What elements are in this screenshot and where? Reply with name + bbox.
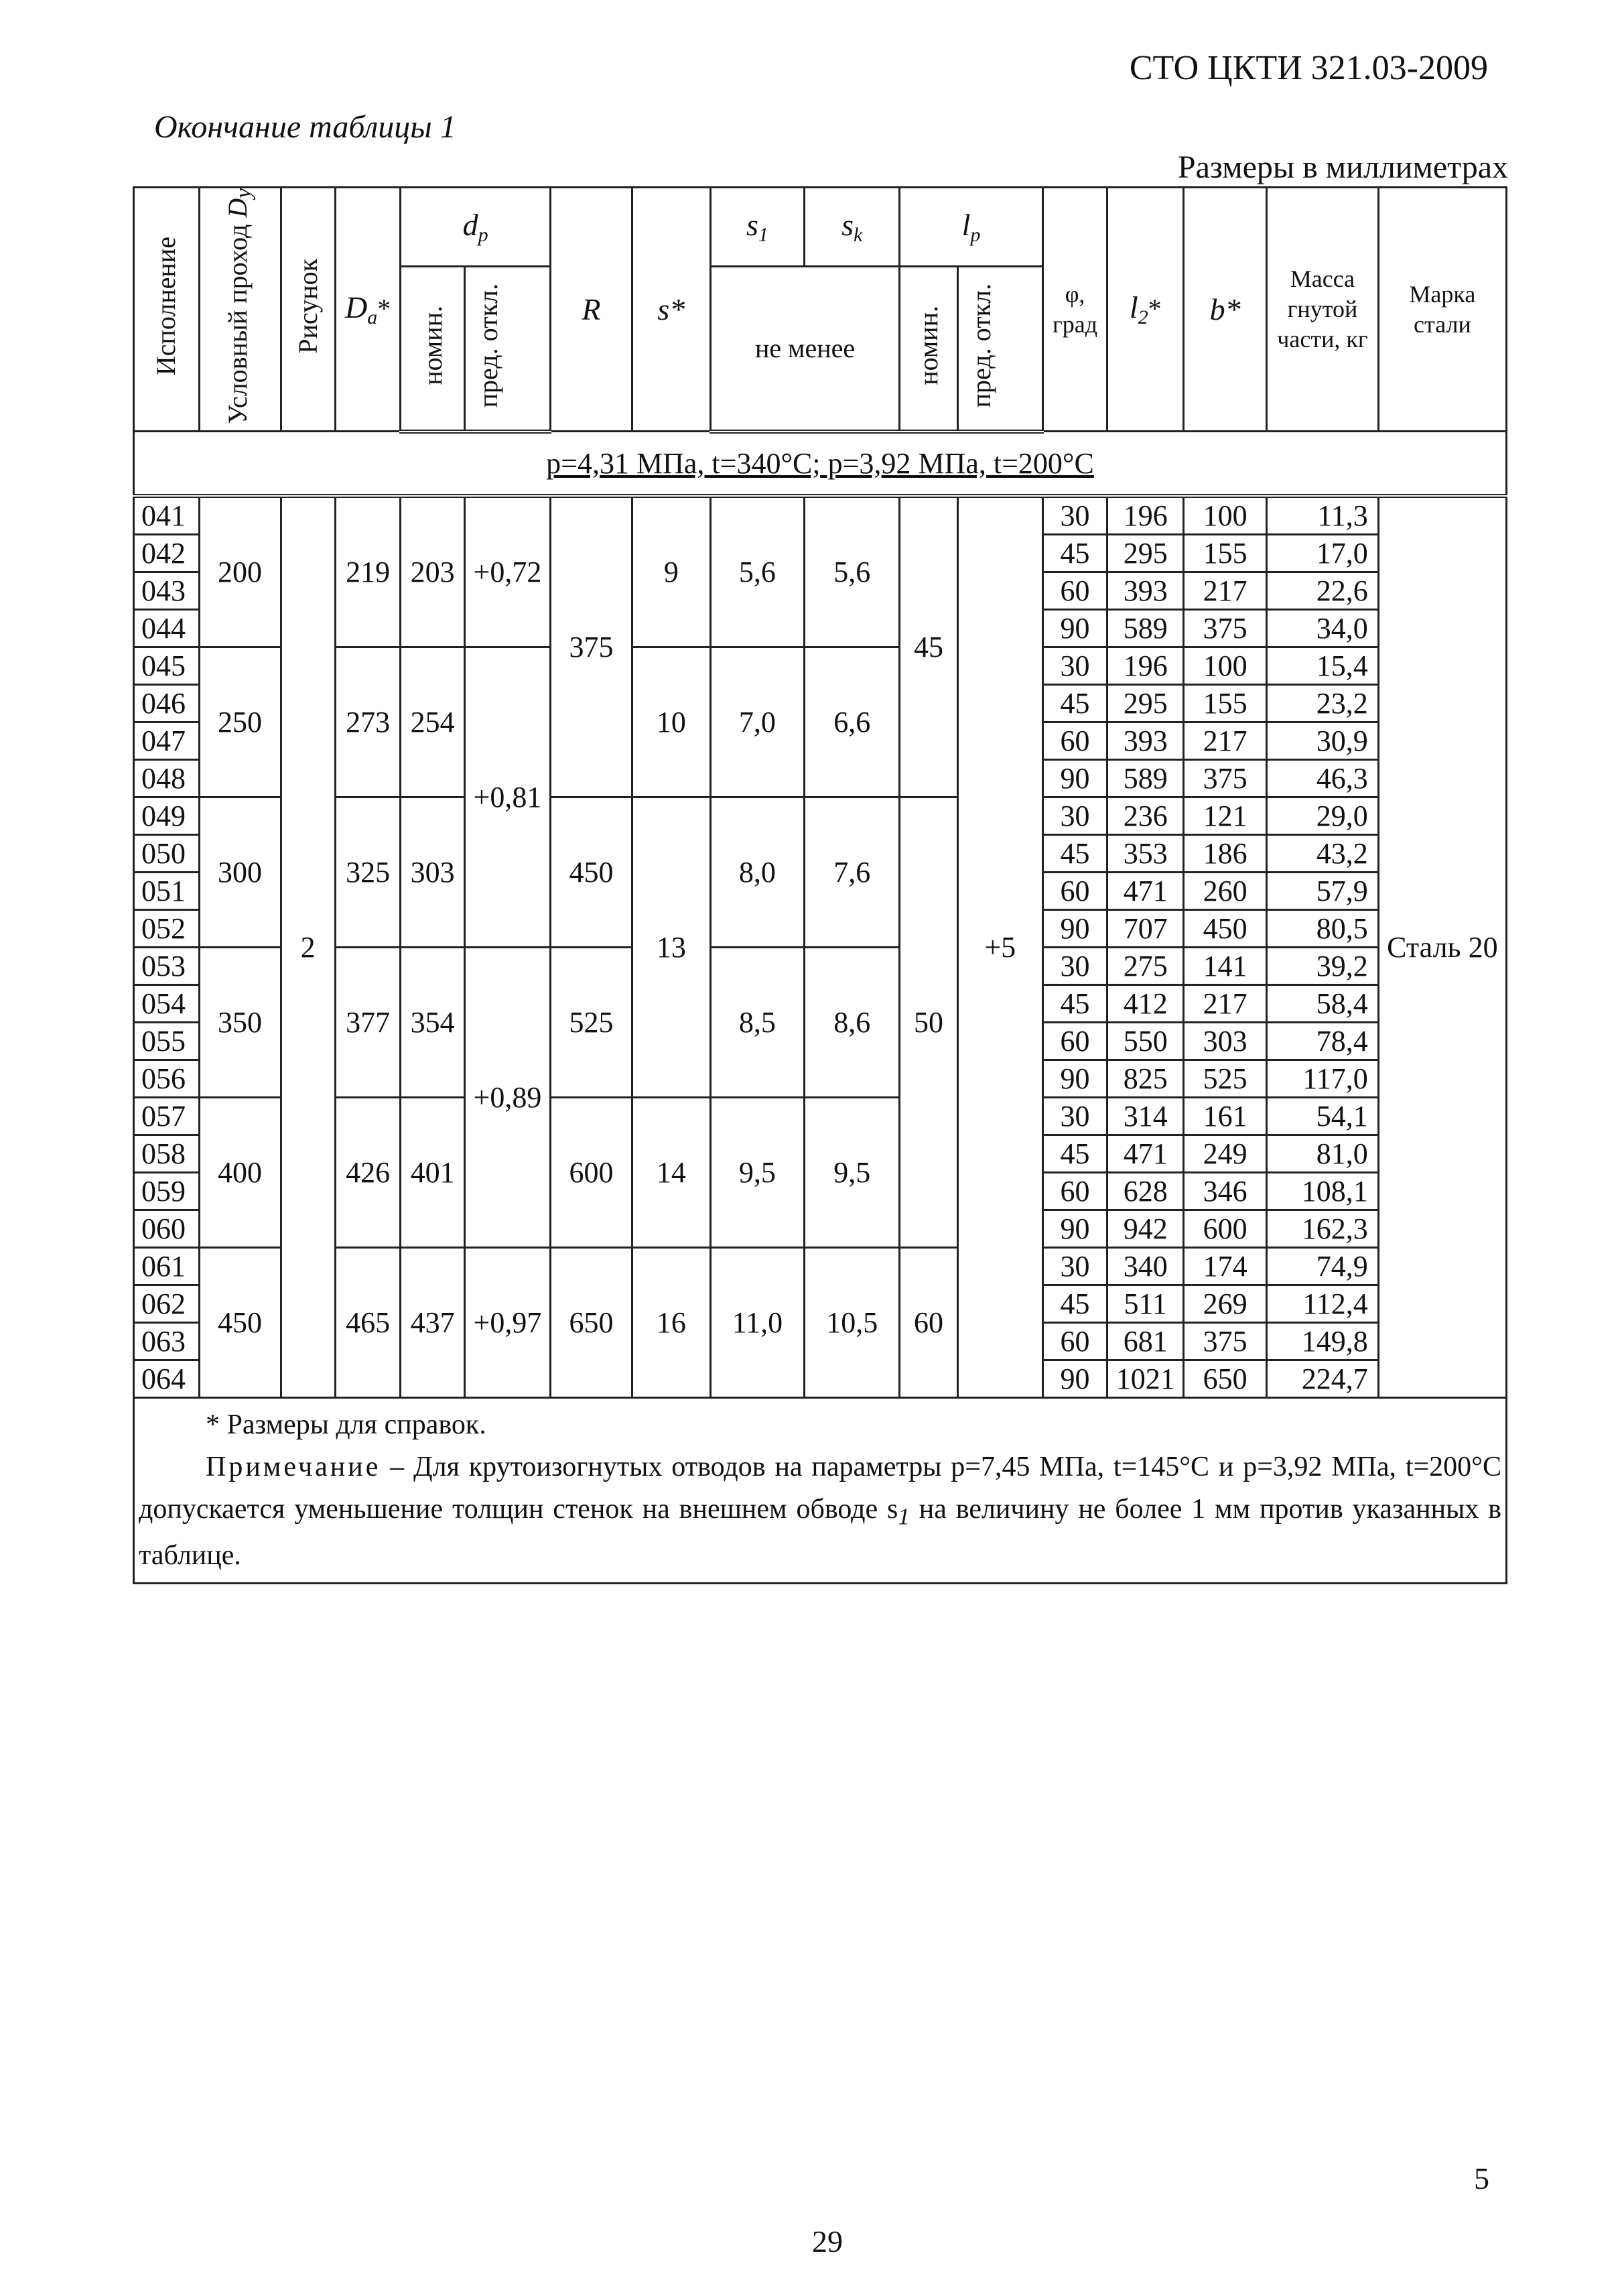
phi-cell: 90 xyxy=(1042,909,1107,947)
phi-cell: 90 xyxy=(1042,1360,1107,1397)
mass-cell: 17,0 xyxy=(1267,534,1379,572)
l2-cell: 196 xyxy=(1107,496,1184,535)
b-cell: 217 xyxy=(1184,984,1267,1022)
mass-cell: 46,3 xyxy=(1267,759,1379,797)
col-dp: $d_p$ xyxy=(401,188,551,267)
dy-cell: 400 xyxy=(199,1097,281,1247)
da-cell: 273 xyxy=(335,647,401,797)
da-cell: 377 xyxy=(335,947,401,1097)
dy-cell: 450 xyxy=(199,1247,281,1397)
phi-cell: 45 xyxy=(1042,834,1107,872)
b-cell: 174 xyxy=(1184,1247,1267,1285)
lp-nom-cell: 50 xyxy=(900,797,957,1247)
table-row xyxy=(134,496,1507,535)
execution-cell: 052 xyxy=(134,909,200,947)
r-cell: 600 xyxy=(550,1097,632,1247)
mass-cell: 149,8 xyxy=(1267,1322,1379,1360)
l2-cell: 681 xyxy=(1107,1322,1184,1360)
s-cell: 13 xyxy=(632,797,710,1097)
l2-cell: 825 xyxy=(1107,1060,1184,1097)
phi-cell: 45 xyxy=(1042,684,1107,722)
dp-nom-cell: 401 xyxy=(401,1097,465,1247)
execution-cell: 064 xyxy=(134,1360,200,1397)
dp-dev-cell: +0,72 xyxy=(464,496,550,647)
col-r: R xyxy=(550,188,632,432)
col-execution: Исполнение xyxy=(134,188,200,432)
mass-cell: 43,2 xyxy=(1267,834,1379,872)
l2-cell: 295 xyxy=(1107,534,1184,572)
da-cell: 465 xyxy=(335,1247,401,1397)
phi-cell: 60 xyxy=(1042,722,1107,759)
table-row xyxy=(134,797,1507,834)
mass-cell: 15,4 xyxy=(1267,647,1379,684)
mass-cell: 112,4 xyxy=(1267,1285,1379,1322)
steel-cell: Сталь 20 xyxy=(1378,496,1506,1398)
col-phi: φ, град xyxy=(1042,188,1107,432)
dp-nom-cell: 303 xyxy=(401,797,465,947)
execution-cell: 050 xyxy=(134,834,200,872)
l2-cell: 471 xyxy=(1107,1135,1184,1172)
execution-cell: 049 xyxy=(134,797,200,834)
col-dp-nom: номин. xyxy=(401,267,465,432)
l2-cell: 511 xyxy=(1107,1285,1184,1322)
lp-nom-cell: 60 xyxy=(900,1247,957,1397)
execution-cell: 058 xyxy=(134,1135,200,1172)
b-cell: 186 xyxy=(1184,834,1267,872)
phi-cell: 30 xyxy=(1042,1097,1107,1135)
b-cell: 650 xyxy=(1184,1360,1267,1397)
col-b: b* xyxy=(1184,188,1267,432)
da-cell: 325 xyxy=(335,797,401,947)
da-cell: 219 xyxy=(335,496,401,647)
b-cell: 217 xyxy=(1184,572,1267,609)
b-cell: 100 xyxy=(1184,647,1267,684)
b-cell: 269 xyxy=(1184,1285,1267,1322)
execution-cell: 060 xyxy=(134,1210,200,1247)
dy-cell: 250 xyxy=(199,647,281,797)
r-cell: 375 xyxy=(550,496,632,798)
l2-cell: 295 xyxy=(1107,684,1184,722)
col-lp: $l_p$ xyxy=(900,188,1042,267)
phi-cell: 90 xyxy=(1042,1210,1107,1247)
phi-cell: 30 xyxy=(1042,797,1107,834)
dp-nom-cell: 437 xyxy=(401,1247,465,1397)
phi-cell: 45 xyxy=(1042,534,1107,572)
r-cell: 450 xyxy=(550,797,632,947)
phi-cell: 45 xyxy=(1042,1285,1107,1322)
table-row xyxy=(134,647,1507,684)
phi-cell: 90 xyxy=(1042,1060,1107,1097)
phi-cell: 45 xyxy=(1042,1135,1107,1172)
mass-cell: 30,9 xyxy=(1267,722,1379,759)
s1-cell: 8,5 xyxy=(710,947,804,1097)
b-cell: 450 xyxy=(1184,909,1267,947)
mass-cell: 34,0 xyxy=(1267,609,1379,647)
dp-nom-cell: 254 xyxy=(401,647,465,797)
b-cell: 249 xyxy=(1184,1135,1267,1172)
dp-nom-cell: 354 xyxy=(401,947,465,1097)
l2-cell: 942 xyxy=(1107,1210,1184,1247)
s-cell: 14 xyxy=(632,1097,710,1247)
l2-cell: 589 xyxy=(1107,609,1184,647)
col-mass: Масса гнутой части, кг xyxy=(1267,188,1379,432)
execution-cell: 059 xyxy=(134,1172,200,1210)
b-cell: 217 xyxy=(1184,722,1267,759)
mass-cell: 162,3 xyxy=(1267,1210,1379,1247)
execution-cell: 063 xyxy=(134,1322,200,1360)
s-cell: 9 xyxy=(632,496,710,647)
execution-cell: 057 xyxy=(134,1097,200,1135)
col-lp-dev: пред. откл. xyxy=(957,267,1042,432)
mass-cell: 108,1 xyxy=(1267,1172,1379,1210)
l2-cell: 340 xyxy=(1107,1247,1184,1285)
table-row xyxy=(134,1097,1507,1135)
dy-cell: 350 xyxy=(199,947,281,1097)
sk-cell: 6,6 xyxy=(805,647,900,797)
l2-cell: 236 xyxy=(1107,797,1184,834)
star-note: * Размеры для справок. xyxy=(206,1409,486,1440)
phi-cell: 60 xyxy=(1042,872,1107,909)
mass-cell: 54,1 xyxy=(1267,1097,1379,1135)
execution-cell: 061 xyxy=(134,1247,200,1285)
col-da: $D_a*$ xyxy=(335,188,401,432)
col-sk: $s_k$ xyxy=(805,188,900,267)
col-not-less: не менее xyxy=(710,267,900,432)
table-row xyxy=(134,1247,1507,1285)
execution-cell: 048 xyxy=(134,759,200,797)
col-s1: $s_1$ xyxy=(710,188,804,267)
execution-cell: 045 xyxy=(134,647,200,684)
figure-cell: 2 xyxy=(281,496,335,1398)
s1-cell: 8,0 xyxy=(710,797,804,947)
phi-cell: 30 xyxy=(1042,1247,1107,1285)
phi-cell: 45 xyxy=(1042,984,1107,1022)
execution-cell: 051 xyxy=(134,872,200,909)
b-cell: 161 xyxy=(1184,1097,1267,1135)
mass-cell: 74,9 xyxy=(1267,1247,1379,1285)
dp-dev-cell: +0,89 xyxy=(464,947,550,1247)
phi-cell: 30 xyxy=(1042,647,1107,684)
dp-dev-cell: +0,97 xyxy=(464,1247,550,1397)
s1-cell: 7,0 xyxy=(710,647,804,797)
b-cell: 375 xyxy=(1184,759,1267,797)
dy-cell: 200 xyxy=(199,496,281,647)
b-cell: 600 xyxy=(1184,1210,1267,1247)
execution-cell: 046 xyxy=(134,684,200,722)
s1-cell: 5,6 xyxy=(710,496,804,647)
s1-cell: 11,0 xyxy=(710,1247,804,1397)
phi-cell: 90 xyxy=(1042,609,1107,647)
table-caption: Окончание таблицы 1 xyxy=(154,109,456,145)
lp-nom-cell: 45 xyxy=(900,496,957,798)
l2-cell: 707 xyxy=(1107,909,1184,947)
mass-cell: 224,7 xyxy=(1267,1360,1379,1397)
l2-cell: 196 xyxy=(1107,647,1184,684)
sk-cell: 9,5 xyxy=(805,1097,900,1247)
phi-cell: 90 xyxy=(1042,759,1107,797)
table-notes xyxy=(134,1397,1507,1583)
remark-note: Примечание – Для крутоизогнутых отводов на параметры p=7,45 МПа, t=145°C и p=3,92 МПа, t=200°C допускается уменьшение толщин стенок на внешнем обводе $s_1$ на величину не более 1 мм против указанных в таблице. xyxy=(139,1451,1501,1571)
mass-cell: 39,2 xyxy=(1267,947,1379,984)
phi-cell: 60 xyxy=(1042,1322,1107,1360)
col-lp-nom: номин. xyxy=(900,267,957,432)
section-title: p=4,31 МПа, t=340°C; p=3,92 МПа, t=200°C xyxy=(134,432,1507,496)
s1-cell: 9,5 xyxy=(710,1097,804,1247)
b-cell: 141 xyxy=(1184,947,1267,984)
l2-cell: 628 xyxy=(1107,1172,1184,1210)
b-cell: 303 xyxy=(1184,1022,1267,1060)
phi-cell: 60 xyxy=(1042,572,1107,609)
mass-cell: 57,9 xyxy=(1267,872,1379,909)
document-code: СТО ЦКТИ 321.03-2009 xyxy=(1129,49,1488,87)
b-cell: 346 xyxy=(1184,1172,1267,1210)
col-dp-dev: пред. откл. xyxy=(464,267,550,432)
b-cell: 375 xyxy=(1184,1322,1267,1360)
l2-cell: 353 xyxy=(1107,834,1184,872)
sk-cell: 7,6 xyxy=(805,797,900,947)
b-cell: 155 xyxy=(1184,534,1267,572)
col-steel: Марка стали xyxy=(1378,188,1506,432)
mass-cell: 80,5 xyxy=(1267,909,1379,947)
s-cell: 16 xyxy=(632,1247,710,1397)
phi-cell: 30 xyxy=(1042,947,1107,984)
col-s: s* xyxy=(632,188,710,432)
mass-cell: 117,0 xyxy=(1267,1060,1379,1097)
mass-cell: 81,0 xyxy=(1267,1135,1379,1172)
r-cell: 650 xyxy=(550,1247,632,1397)
mass-cell: 22,6 xyxy=(1267,572,1379,609)
execution-cell: 041 xyxy=(134,496,200,535)
execution-cell: 062 xyxy=(134,1285,200,1322)
execution-cell: 047 xyxy=(134,722,200,759)
col-l2: $l_2*$ xyxy=(1107,188,1184,432)
mass-cell: 78,4 xyxy=(1267,1022,1379,1060)
col-figure: Рисунок xyxy=(281,188,335,432)
b-cell: 260 xyxy=(1184,872,1267,909)
b-cell: 525 xyxy=(1184,1060,1267,1097)
b-cell: 121 xyxy=(1184,797,1267,834)
l2-cell: 393 xyxy=(1107,572,1184,609)
l2-cell: 471 xyxy=(1107,872,1184,909)
mass-cell: 11,3 xyxy=(1267,496,1379,535)
execution-cell: 053 xyxy=(134,947,200,984)
l2-cell: 393 xyxy=(1107,722,1184,759)
l2-cell: 275 xyxy=(1107,947,1184,984)
phi-cell: 60 xyxy=(1042,1022,1107,1060)
mass-cell: 58,4 xyxy=(1267,984,1379,1022)
dp-nom-cell: 203 xyxy=(401,496,465,647)
execution-cell: 055 xyxy=(134,1022,200,1060)
phi-cell: 30 xyxy=(1042,496,1107,535)
l2-cell: 412 xyxy=(1107,984,1184,1022)
dimensions-table xyxy=(133,186,1507,1584)
mass-cell: 23,2 xyxy=(1267,684,1379,722)
b-cell: 375 xyxy=(1184,609,1267,647)
units-note: Размеры в миллиметрах xyxy=(1177,149,1508,185)
page-number: 29 xyxy=(812,2224,843,2258)
mass-cell: 29,0 xyxy=(1267,797,1379,834)
execution-cell: 044 xyxy=(134,609,200,647)
execution-cell: 043 xyxy=(134,572,200,609)
sk-cell: 10,5 xyxy=(805,1247,900,1397)
l2-cell: 314 xyxy=(1107,1097,1184,1135)
execution-cell: 054 xyxy=(134,984,200,1022)
execution-cell: 042 xyxy=(134,534,200,572)
sk-cell: 8,6 xyxy=(805,947,900,1097)
dp-dev-cell: +0,81 xyxy=(464,647,550,947)
s-cell: 10 xyxy=(632,647,710,797)
b-cell: 100 xyxy=(1184,496,1267,535)
sk-cell: 5,6 xyxy=(805,496,900,647)
col-dy: Условный проход $D_y$ xyxy=(199,188,281,432)
sheet-number: 5 xyxy=(1474,2161,1489,2195)
r-cell: 525 xyxy=(550,947,632,1097)
l2-cell: 1021 xyxy=(1107,1360,1184,1397)
table-row xyxy=(134,947,1507,984)
l2-cell: 589 xyxy=(1107,759,1184,797)
execution-cell: 056 xyxy=(134,1060,200,1097)
dy-cell: 300 xyxy=(199,797,281,947)
phi-cell: 60 xyxy=(1042,1172,1107,1210)
b-cell: 155 xyxy=(1184,684,1267,722)
da-cell: 426 xyxy=(335,1097,401,1247)
l2-cell: 550 xyxy=(1107,1022,1184,1060)
lp-dev-cell: +5 xyxy=(957,496,1042,1398)
